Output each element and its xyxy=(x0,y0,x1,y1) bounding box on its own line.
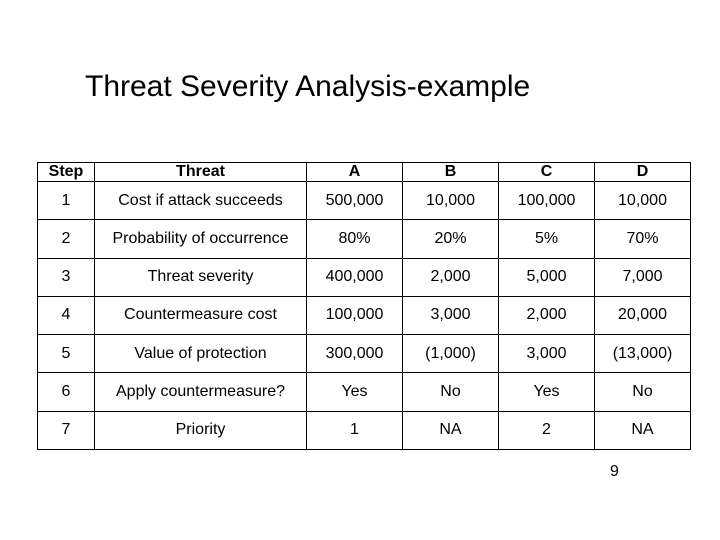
cell-b: 2,000 xyxy=(403,258,499,296)
cell-c: 5,000 xyxy=(499,258,595,296)
cell-d: 10,000 xyxy=(595,182,691,220)
header-a: A xyxy=(307,163,403,182)
cell-a: Yes xyxy=(307,373,403,411)
cell-threat: Apply countermeasure? xyxy=(95,373,307,411)
cell-c: 3,000 xyxy=(499,335,595,373)
table-row xyxy=(38,182,691,220)
cell-a: 100,000 xyxy=(307,296,403,334)
table-header-row xyxy=(38,163,691,182)
table-row xyxy=(38,258,691,296)
cell-b: 10,000 xyxy=(403,182,499,220)
cell-b: NA xyxy=(403,411,499,449)
cell-d: 20,000 xyxy=(595,296,691,334)
table-row xyxy=(38,411,691,449)
cell-a: 400,000 xyxy=(307,258,403,296)
cell-a: 80% xyxy=(307,220,403,258)
header-b: B xyxy=(403,163,499,182)
cell-step: 6 xyxy=(38,373,95,411)
cell-step: 4 xyxy=(38,296,95,334)
cell-step: 7 xyxy=(38,411,95,449)
table-row xyxy=(38,220,691,258)
cell-b: (1,000) xyxy=(403,335,499,373)
cell-threat: Priority xyxy=(95,411,307,449)
cell-step: 5 xyxy=(38,335,95,373)
cell-a: 300,000 xyxy=(307,335,403,373)
cell-a: 1 xyxy=(307,411,403,449)
cell-c: 5% xyxy=(499,220,595,258)
header-step: Step xyxy=(38,163,95,182)
cell-b: No xyxy=(403,373,499,411)
page-number: 9 xyxy=(610,463,619,480)
cell-step: 1 xyxy=(38,182,95,220)
cell-threat: Threat severity xyxy=(95,258,307,296)
header-c: C xyxy=(499,163,595,182)
cell-b: 3,000 xyxy=(403,296,499,334)
cell-d: 70% xyxy=(595,220,691,258)
table-row xyxy=(38,296,691,334)
cell-step: 2 xyxy=(38,220,95,258)
cell-a: 500,000 xyxy=(307,182,403,220)
header-d: D xyxy=(595,163,691,182)
cell-d: No xyxy=(595,373,691,411)
cell-c: Yes xyxy=(499,373,595,411)
threat-severity-table xyxy=(37,162,691,450)
cell-threat: Value of protection xyxy=(95,335,307,373)
cell-step: 3 xyxy=(38,258,95,296)
cell-threat: Countermeasure cost xyxy=(95,296,307,334)
cell-b: 20% xyxy=(403,220,499,258)
table-row xyxy=(38,373,691,411)
cell-d: (13,000) xyxy=(595,335,691,373)
cell-threat: Cost if attack succeeds xyxy=(95,182,307,220)
cell-c: 100,000 xyxy=(499,182,595,220)
cell-c: 2,000 xyxy=(499,296,595,334)
header-threat: Threat xyxy=(95,163,307,182)
table-row xyxy=(38,335,691,373)
cell-d: NA xyxy=(595,411,691,449)
cell-c: 2 xyxy=(499,411,595,449)
cell-d: 7,000 xyxy=(595,258,691,296)
cell-threat: Probability of occurrence xyxy=(95,220,307,258)
slide-title: Threat Severity Analysis-example xyxy=(85,70,531,103)
